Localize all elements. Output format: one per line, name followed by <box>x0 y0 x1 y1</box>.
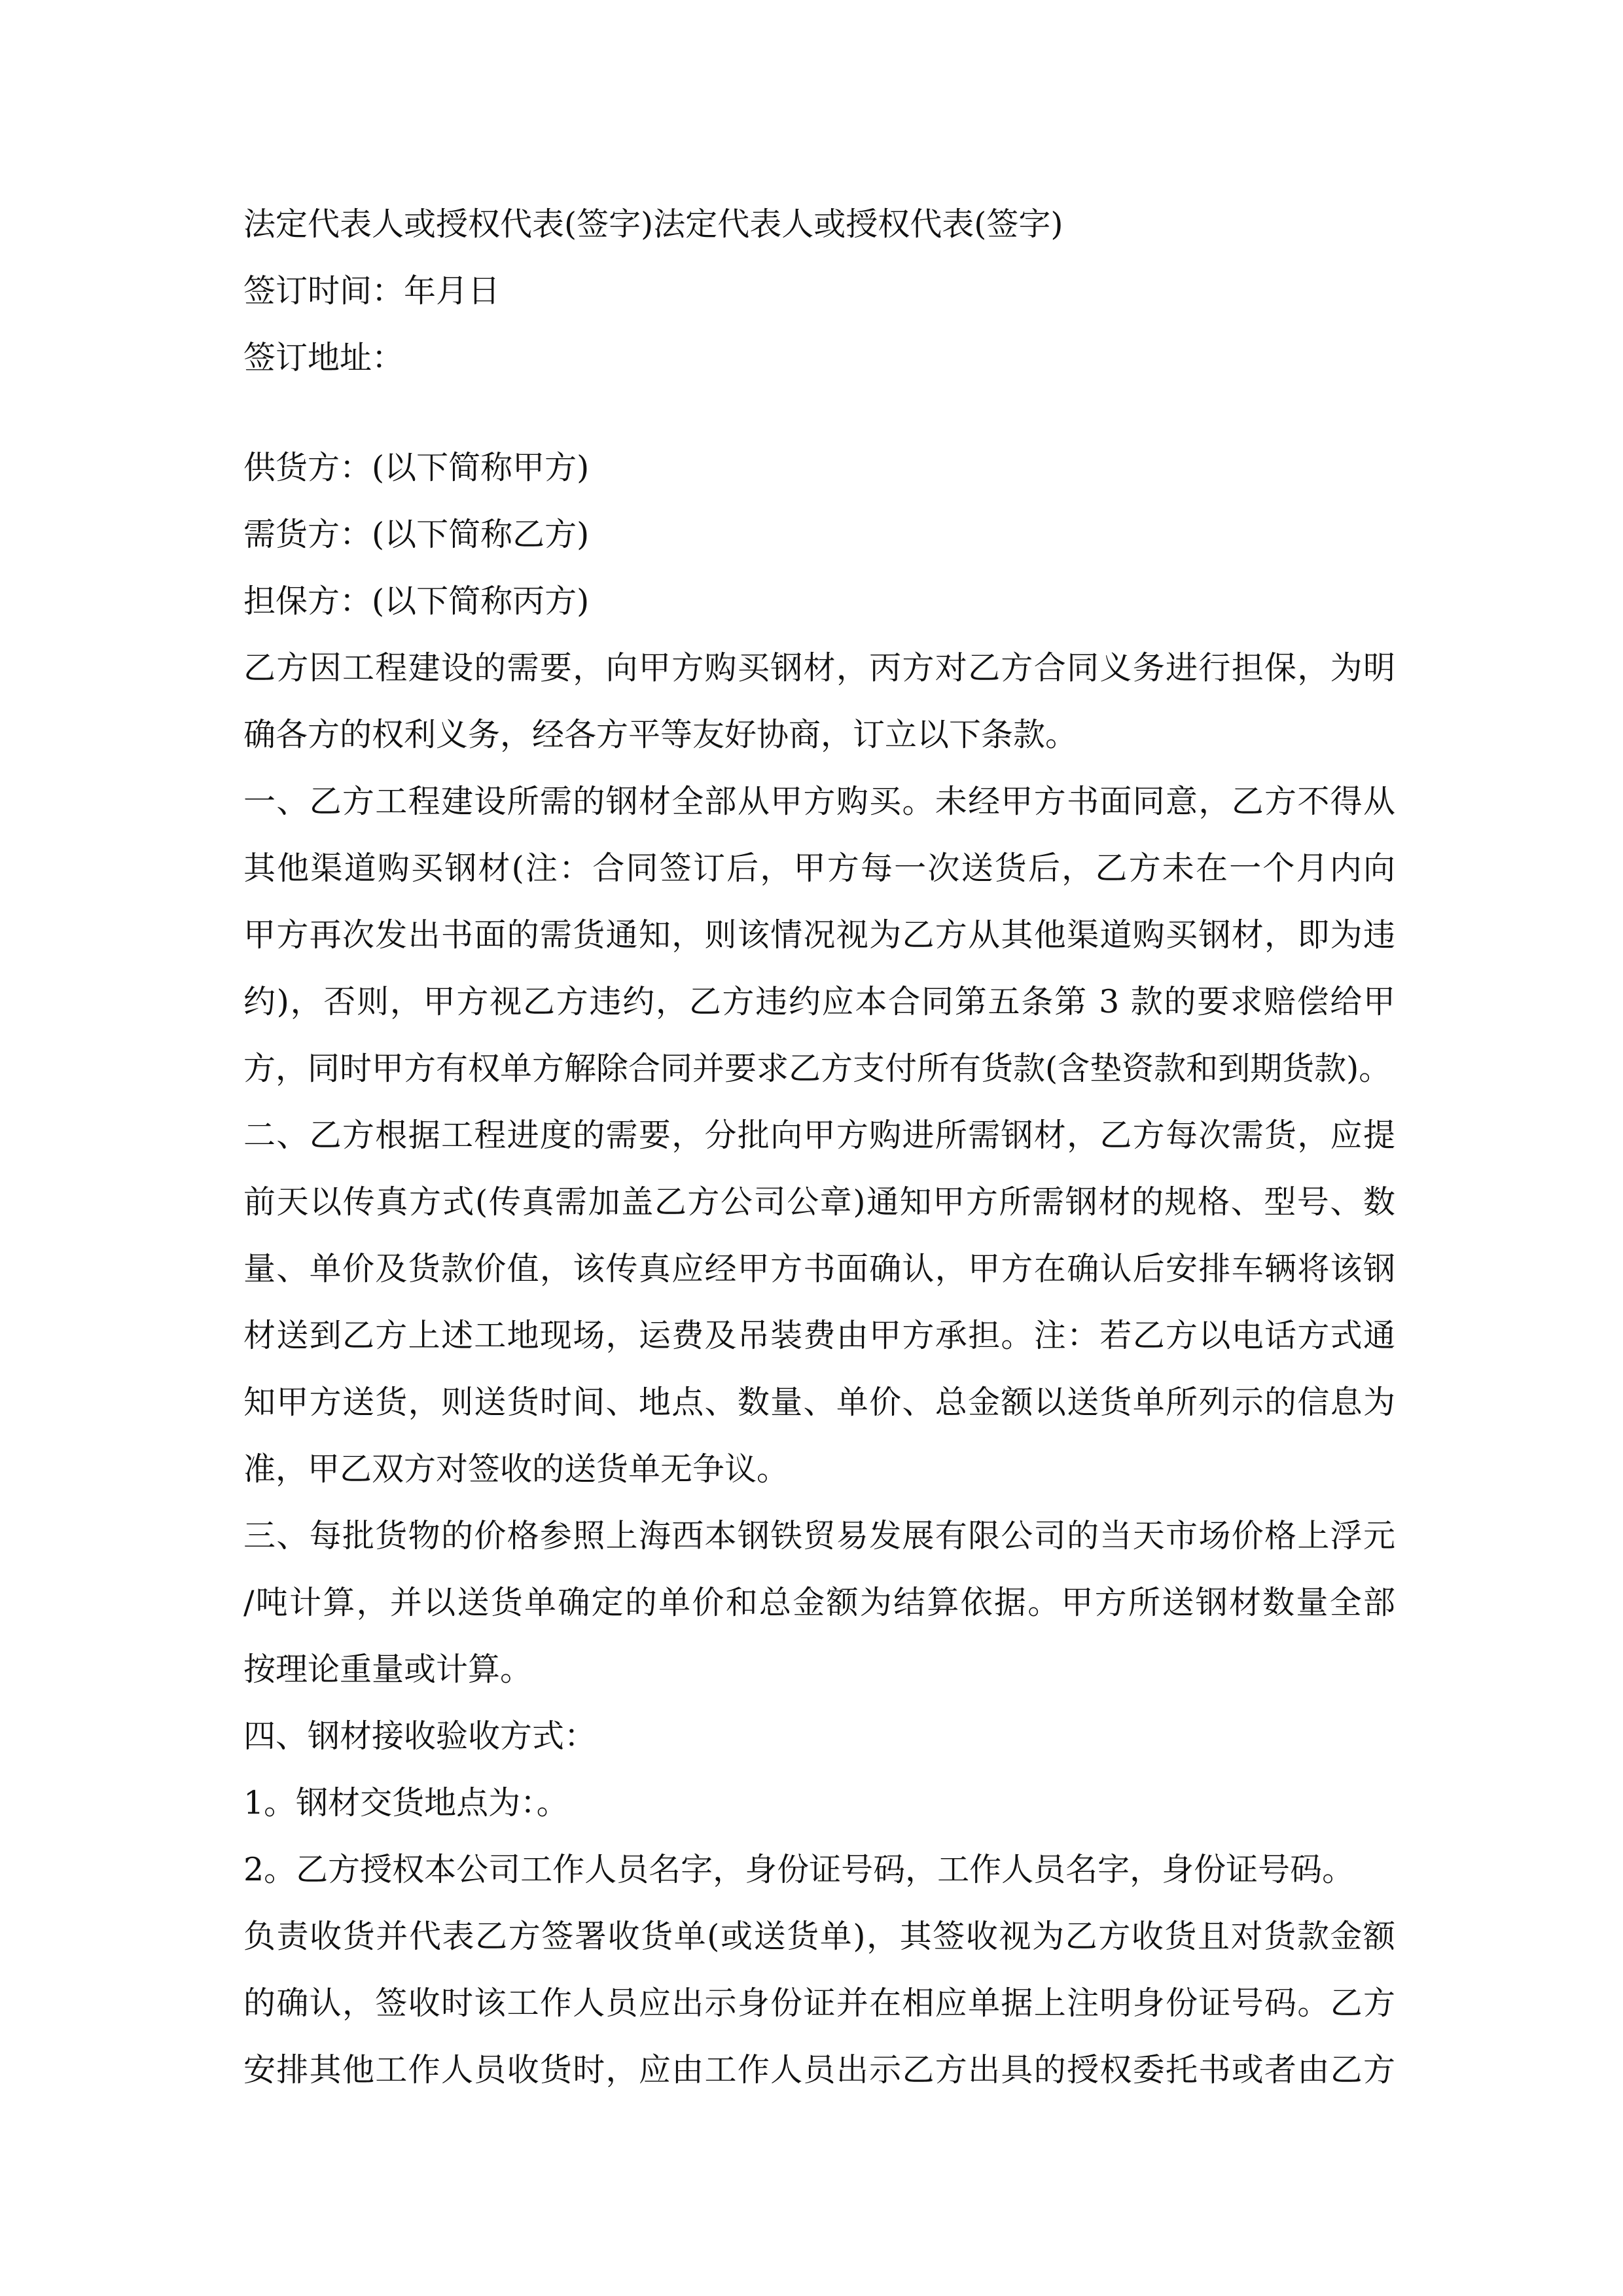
clause-2-line-4: 材送到乙方上述工地现场，运费及吊装费由甲方承担。注：若乙方以电话方式通 <box>243 1317 1395 1354</box>
supplier-line: 供货方：(以下简称甲方) <box>243 449 590 486</box>
clause-4-item-2-line-4: 安排其他工作人员收货时，应由工作人员出示乙方出具的授权委托书或者由乙方 <box>243 2051 1395 2089</box>
signature-line: 法定代表人或授权代表(签字)法定代表人或授权代表(签字) <box>243 206 1063 243</box>
clause-1-line-3: 甲方再次发出书面的需货通知，则该情况视为乙方从其他渠道购买钢材，即为违 <box>243 916 1395 954</box>
clause-2-line-5: 知甲方送货，则送货时间、地点、数量、单价、总金额以送货单所列示的信息为 <box>243 1384 1395 1421</box>
clause-4-item-1: 1。钢材交货地点为：。 <box>243 1784 569 1821</box>
clause-2-line-3: 量、单价及货款价值，该传真应经甲方书面确认，甲方在确认后安排车辆将该钢 <box>243 1250 1395 1287</box>
preamble-line-1: 乙方因工程建设的需要，向甲方购买钢材，丙方对乙方合同义务进行担保，为明 <box>243 649 1395 687</box>
guarantor-line: 担保方：(以下简称丙方) <box>243 583 590 620</box>
clause-2-line-6: 准，甲乙双方对签收的送货单无争议。 <box>243 1450 789 1488</box>
clause-3-line-2: /吨计算，并以送货单确定的单价和总金额为结算依据。甲方所送钢材数量全部 <box>243 1584 1395 1621</box>
clause-1-line-2: 其他渠道购买钢材(注：合同签订后，甲方每一次送货后，乙方未在一个月内向 <box>243 850 1395 887</box>
clause-4-item-2-line-2: 负责收货并代表乙方签署收货单(或送货单)，其签收视为乙方收货且对货款金额 <box>243 1918 1395 1955</box>
clause-4-item-2-line-3: 的确认，签收时该工作人员应出示身份证并在相应单据上注明身份证号码。乙方 <box>243 1984 1395 2022</box>
clause-1-line-1: 一、乙方工程建设所需的钢材全部从甲方购买。未经甲方书面同意，乙方不得从 <box>243 783 1395 820</box>
signing-address-line: 签订地址： <box>243 339 404 376</box>
document-body <box>243 191 1395 2104</box>
signing-date-line: 签订时间：年月日 <box>243 272 501 310</box>
clause-1-line-4: 约)，否则，甲方视乙方违约，乙方违约应本合同第五条第 3 款的要求赔偿给甲 <box>243 983 1395 1020</box>
section-gap <box>243 391 1395 435</box>
preamble-line-2: 确各方的权利义务，经各方平等友好协商，订立以下条款。 <box>243 716 1078 753</box>
clause-3-line-3: 按理论重量或计算。 <box>243 1651 533 1688</box>
clause-2-line-2: 前天以传真方式(传真需加盖乙方公司公章)通知甲方所需钢材的规格、型号、数 <box>243 1183 1395 1221</box>
clause-2-line-1: 二、乙方根据工程进度的需要，分批向甲方购进所需钢材，乙方每次需货，应提 <box>243 1117 1395 1154</box>
clause-4-heading: 四、钢材接收验收方式： <box>243 1717 597 1755</box>
buyer-line: 需货方：(以下简称乙方) <box>243 516 590 553</box>
clause-1-line-5: 方，同时甲方有权单方解除合同并要求乙方支付所有货款(含垫资款和到期货款)。 <box>243 1050 1391 1087</box>
clause-4-item-2-line-1: 2。乙方授权本公司工作人员名字，身份证号码，工作人员名字，身份证号码。 <box>243 1851 1355 1888</box>
clause-3-line-1: 三、每批货物的价格参照上海西本钢铁贸易发展有限公司的当天市场价格上浮元 <box>243 1517 1395 1554</box>
